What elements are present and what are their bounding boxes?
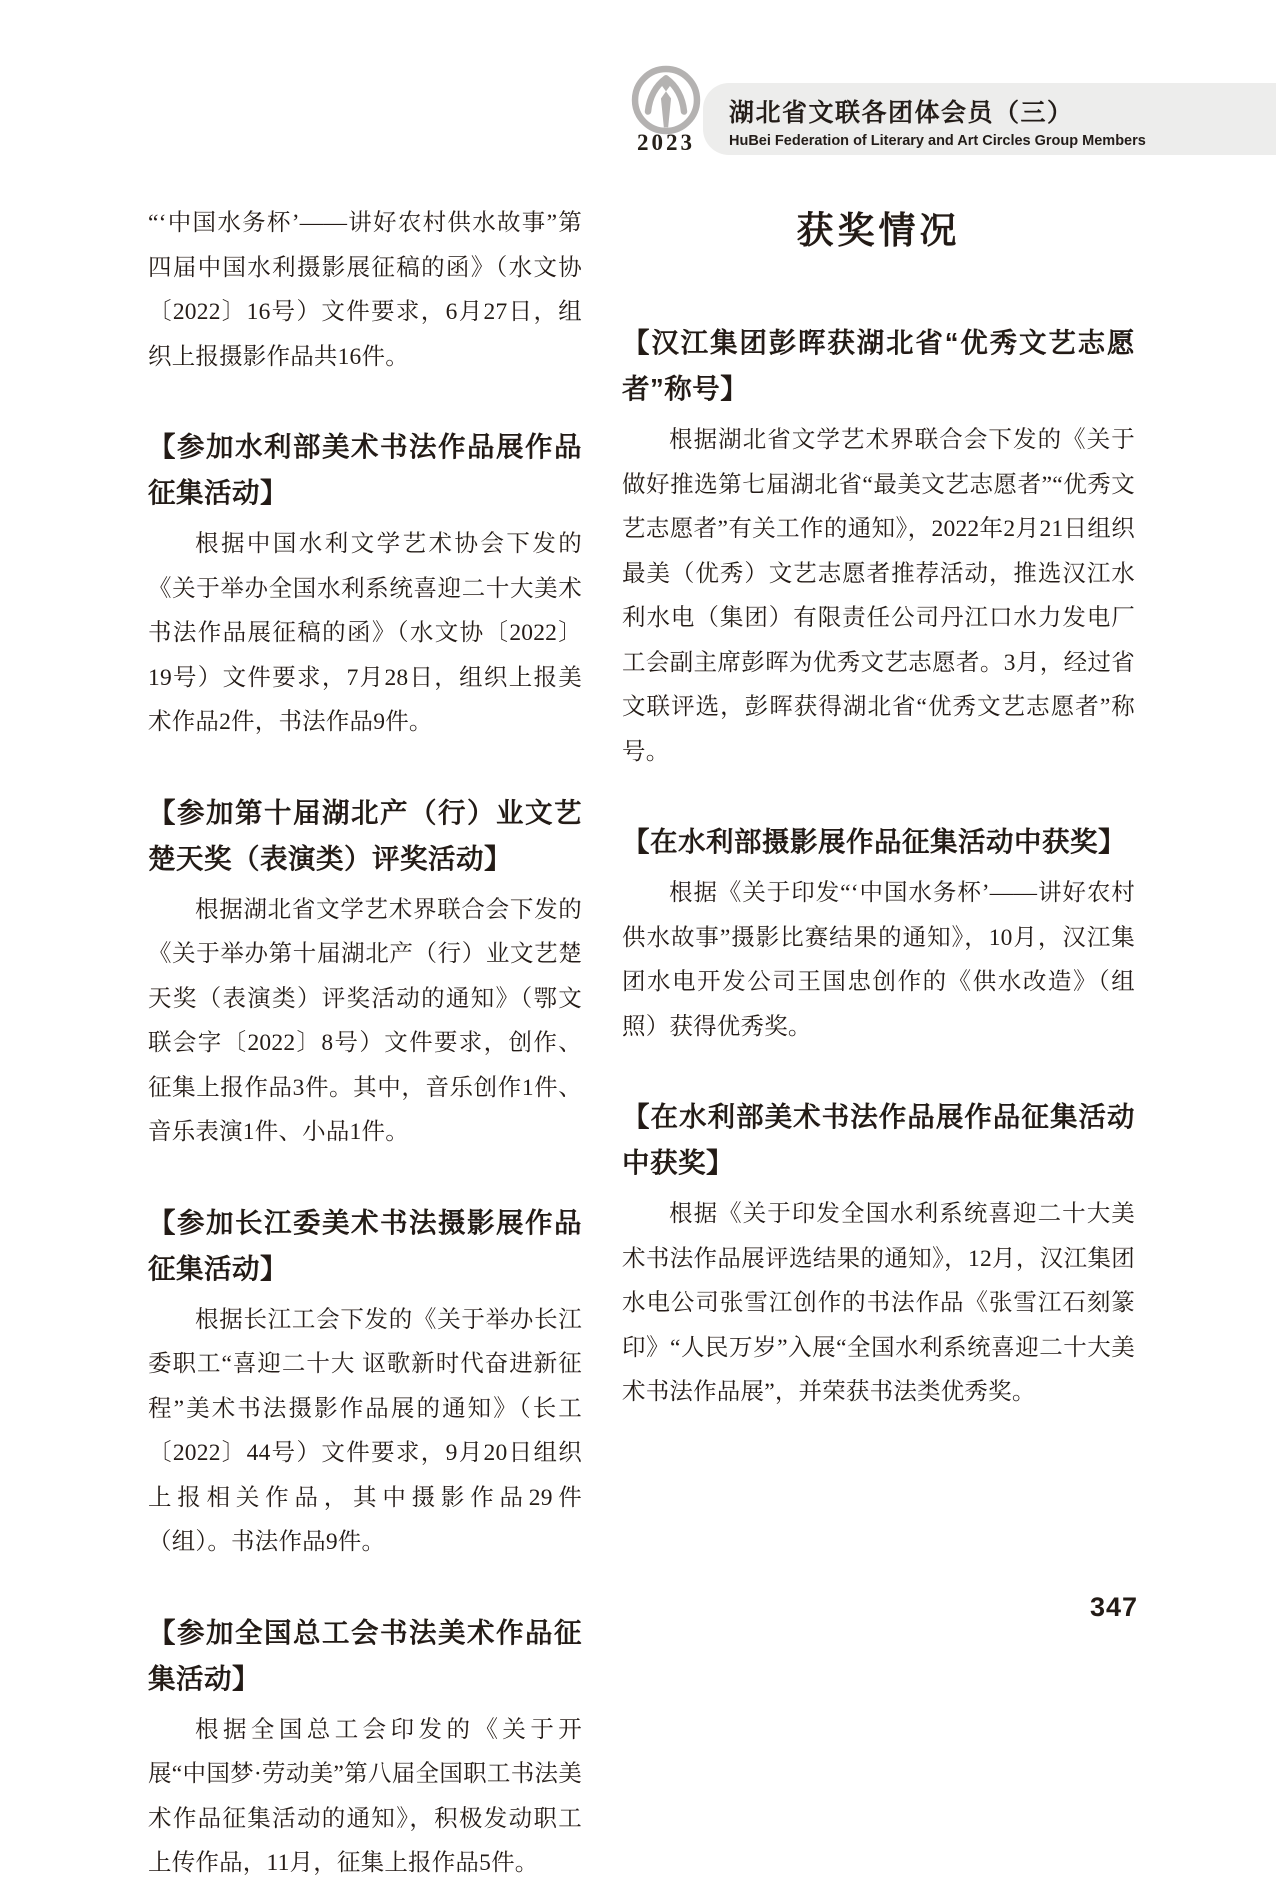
- paragraph: 根据湖北省文学艺术界联合会下发的《关于做好推选第七届湖北省“最美文艺志愿者”“优秀文艺志愿者”有关工作的通知》，2022年2月21日组织最美（优秀）文艺志愿者推荐活动，推选汉江水利水电（集团）有限责任公司丹江口水力发电厂工会副主席彭晖为优秀文艺志愿者。3月，经过省文联评选，彭晖获得湖北省“优秀文艺志愿者”称号。: [622, 427, 1135, 765]
- chapter-title: 获奖情况: [796, 210, 961, 251]
- section-heading: 【汉江集团彭晖获湖北省“优秀文艺志愿者”称号】: [622, 327, 1135, 404]
- paragraph: 根据长江工会下发的《关于举办长江委职工“喜迎二十大 讴歌新时代奋进新征程”美术书法摄影作品展的通知》（长工〔2022〕44号）文件要求，9月20日组织上报相关作品，其中摄影作品29件（组）。书法作品9件。: [148, 1306, 582, 1555]
- section-heading: 【参加全国总工会书法美术作品征集活动】: [148, 1616, 582, 1694]
- paragraph: 根据湖北省文学艺术界联合会下发的《关于举办第十届湖北产（行）业文艺楚天奖（表演类）评奖活动的通知》（鄂文联会字〔2022〕8号）文件要求，创作、征集上报作品3件。其中，音乐创作1件、音乐表演1件、小品1件。: [148, 896, 582, 1145]
- paragraph: 根据全国总工会印发的《关于开展“中国梦·劳动美”第八届全国职工书法美术作品征集活动的通知》，积极发动职工上传作品，11月，征集上报作品5件。: [148, 1716, 582, 1876]
- left-column: [148, 201, 582, 1886]
- right-column: [622, 194, 1135, 1415]
- section-heading: 【参加第十届湖北产（行）业文艺楚天奖（表演类）评奖活动】: [148, 796, 582, 874]
- logo-year-label: 2023: [637, 130, 695, 155]
- paragraph: 根据中国水利文学艺术协会下发的《关于举办全国水利系统喜迎二十大美术书法作品展征稿的函》（水文协〔2022〕19号）文件要求，7月28日，组织上报美术作品2件，书法作品9件。: [148, 531, 582, 735]
- paragraph-continued: “‘中国水务杯’——讲好农村供水故事”第四届中国水利摄影展征稿的函》（水文协〔2022〕16号）文件要求，6月27日，组织上报摄影作品共16件。: [148, 210, 582, 370]
- header-banner: [703, 83, 1276, 155]
- section-heading: 【参加水利部美术书法作品展作品征集活动】: [148, 431, 582, 508]
- section-heading: 【在水利部美术书法作品展作品征集活动中获奖】: [622, 1101, 1135, 1178]
- header-title-chinese: 湖北省文联各团体会员（三）: [729, 99, 1074, 127]
- page-number: 347: [1090, 1592, 1139, 1622]
- paragraph: 根据《关于印发全国水利系统喜迎二十大美术书法作品展评选结果的通知》，12月，汉江集团水电公司张雪江创作的书法作品《张雪江石刻篆印》“人民万岁”入展“全国水利系统喜迎二十大美术书法作品展”，并荣获书法类优秀奖。: [622, 1201, 1135, 1405]
- paragraph: 根据《关于印发“‘中国水务杯’——讲好农村供水故事”摄影比赛结果的通知》，10月，汉江集团水电开发公司王国忠创作的《供水改造》（组照）获得优秀奖。: [622, 880, 1135, 1040]
- federation-emblem-icon: [630, 64, 702, 136]
- header-title-english: HuBei Federation of Literary and Art Circles Group Members: [729, 133, 1146, 149]
- section-heading: 【在水利部摄影展作品征集活动中获奖】: [622, 826, 1126, 857]
- section-heading: 【参加长江委美术书法摄影展作品征集活动】: [148, 1206, 582, 1284]
